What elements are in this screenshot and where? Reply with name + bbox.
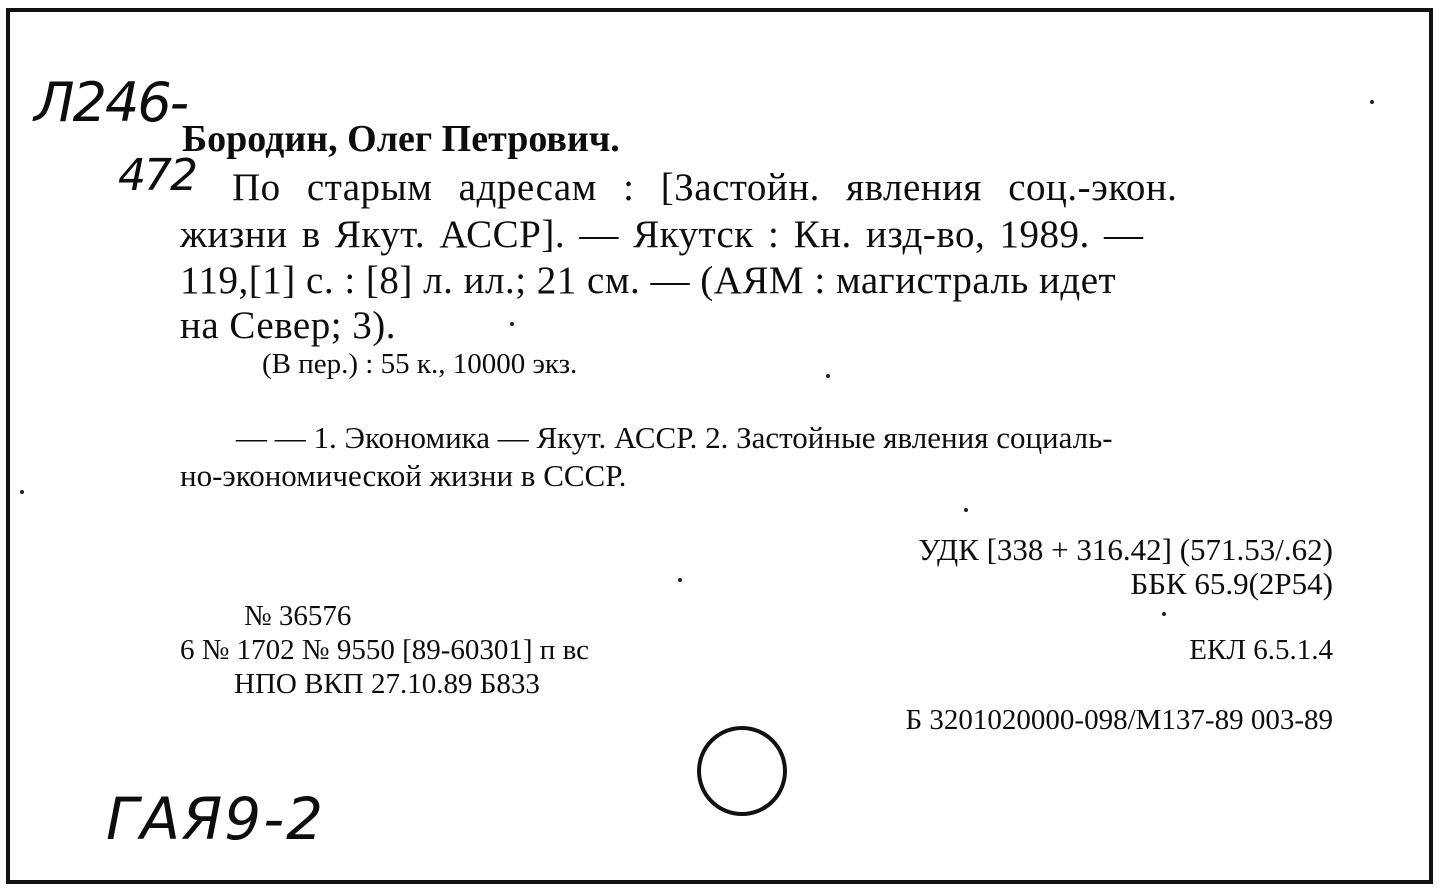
handwritten-shelfmark-top-line1: Л246- bbox=[34, 71, 188, 134]
npo-line: НПО ВКП 27.10.89 Б833 bbox=[234, 668, 540, 700]
scan-speck bbox=[964, 508, 968, 512]
scan-speck bbox=[678, 578, 682, 582]
author-heading: Бородин, Олег Петрович. bbox=[182, 118, 620, 160]
bbk-code: ББК 65.9(2Р54) bbox=[1130, 566, 1333, 601]
description-line-4: на Север; 3). bbox=[180, 304, 397, 347]
ekl-code: ЕКЛ 6.5.1.4 bbox=[1189, 634, 1333, 666]
catalog-card bbox=[6, 8, 1433, 884]
subject-line-2: но-экономической жизни в СССР. bbox=[180, 458, 627, 493]
scan-speck bbox=[20, 490, 24, 494]
description-line-1: По старым адресам : [Застойн. явления соц.-экон. bbox=[232, 166, 1178, 209]
udk-code: УДК [338 + 316.42] (571.53/.62) bbox=[918, 532, 1333, 567]
scan-speck bbox=[1162, 612, 1166, 616]
description-line-3: 119,[1] с. : [8] л. ил.; 21 см. — (АЯМ : магистраль идет bbox=[180, 259, 1117, 302]
scan-speck bbox=[826, 374, 830, 378]
handwritten-shelfmark-bottom: ГАЯ9-2 bbox=[106, 785, 326, 853]
subject-line-1: — — 1. Экономика — Якут. АССР. 2. Застойные явления социаль- bbox=[236, 420, 1113, 455]
stamp-circle bbox=[697, 726, 787, 816]
scan-speck bbox=[1370, 100, 1374, 104]
scan-speck bbox=[510, 322, 514, 326]
record-number: № 36576 bbox=[244, 600, 352, 632]
price-line: (В пер.) : 55 к., 10000 экз. bbox=[262, 348, 578, 380]
order-line: 6 № 1702 № 9550 [89-60301] п вс bbox=[180, 634, 589, 666]
handwritten-shelfmark-top-line2: 472 bbox=[118, 150, 196, 201]
description-line-2: жизни в Якут. АССР]. — Якутск : Кн. изд-во, 1989. — bbox=[180, 213, 1144, 256]
isbn-code: Б 3201020000-098/М137-89 003-89 bbox=[905, 704, 1333, 736]
